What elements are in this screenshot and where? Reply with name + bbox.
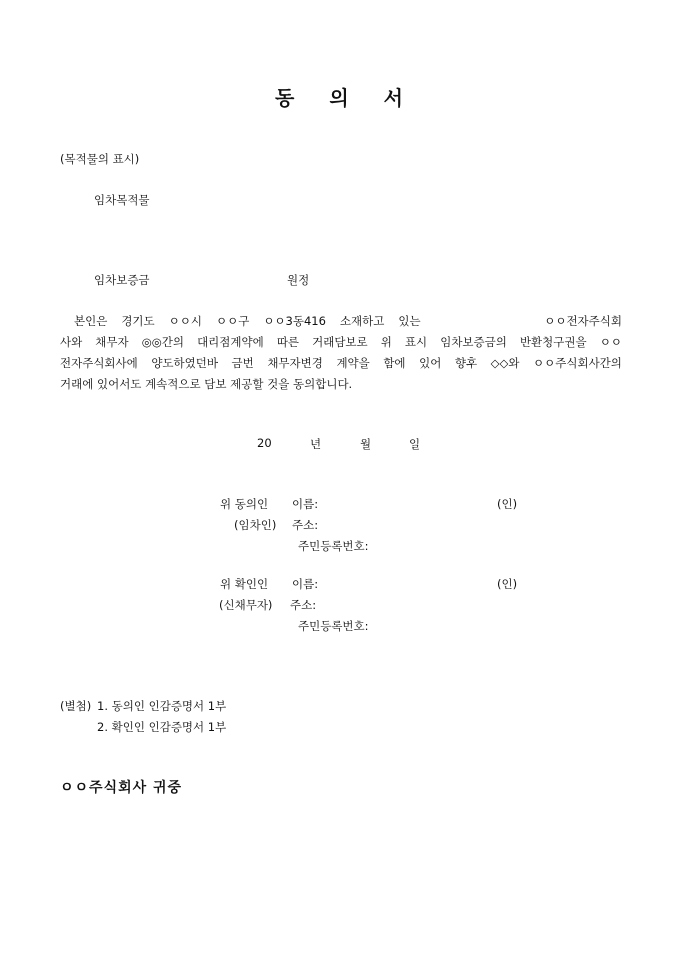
attachment-item: 1. 동의인 인감증명서 1부 [97,699,227,713]
confirmer-address-label: 주소: [290,598,317,612]
word: ㅇㅇ [599,335,622,349]
word: ㅇㅇ3동416 [263,314,326,328]
word: 대리점계약에 [197,335,264,349]
consenter-address-label: 주소: [292,518,319,532]
word: 따른 [276,335,300,349]
subject-header: (목적물의 표시) [60,152,140,166]
word: ㅇㅇ구 [215,314,250,328]
paragraph-line [60,332,622,353]
word: 있는 [398,314,421,328]
word: ㅇㅇ전자주식회 [544,314,622,328]
addressee: ㅇㅇ주식회사 귀중 [60,780,183,796]
word: 경기도 [121,314,155,328]
consenter-seal: (인) [497,497,518,511]
consenter-sub-role: (임차인) [234,518,277,532]
title-char: 동 [275,86,297,110]
word: 전자주식회사에 [60,356,138,370]
lease-object-label: 임차목적물 [94,193,150,207]
paragraph-line [60,374,622,395]
word: 함에 [383,356,406,370]
date-year-prefix: 20 [257,436,272,450]
word: 향후 [454,356,478,370]
confirmer-role: 위 확인인 [220,577,269,591]
word: 양도하였던바 [151,356,218,370]
attachments-label: (별첨) [60,699,92,713]
date-year: 년 [310,437,322,451]
deposit-label: 임차보증금 [94,273,150,287]
word: 표시 [404,335,428,349]
confirmer-name-label: 이름: [292,577,319,591]
word: 채무자 [95,335,129,349]
word: 있어 [419,356,442,370]
word: 위 [380,335,392,349]
date-month: 월 [360,437,372,451]
word: ◇◇와 [490,356,520,370]
word: 계약을 [336,356,370,370]
document-title [0,82,680,111]
consenter-name-label: 이름: [292,497,319,511]
title-char: 의 [329,86,351,110]
consenter-role: 위 동의인 [220,497,269,511]
word: 반환청구권을 [519,335,587,349]
word: ㅇㅇ주식회사간의 [533,356,622,370]
confirmer-seal: (인) [497,577,518,591]
word: 본인은 [74,314,108,328]
word: ◎◎간의 [141,335,184,349]
word: 거래담보로 [312,335,368,349]
word: 금번 [231,356,254,370]
paragraph-line [60,311,622,332]
attachment-item: 2. 확인인 인감증명서 1부 [97,720,227,734]
word: 거래에 있어서도 계속적으로 담보 제공할 것을 동의합니다. [60,377,353,391]
confirmer-sub-role: (신채무자) [219,598,273,612]
title-char: 서 [383,86,405,110]
word: ㅇㅇ시 [168,314,202,328]
deposit-unit: 원정 [287,273,310,287]
word: 소재하고 [339,314,385,328]
date-day: 일 [409,437,421,451]
word: 채무자변경 [267,356,323,370]
confirmer-id-label: 주민등록번호: [298,619,369,633]
consent-paragraph [60,311,622,395]
consenter-id-label: 주민등록번호: [298,539,369,553]
word: 사와 [60,335,83,349]
word: 임차보증금의 [440,335,507,349]
paragraph-line [60,353,622,374]
